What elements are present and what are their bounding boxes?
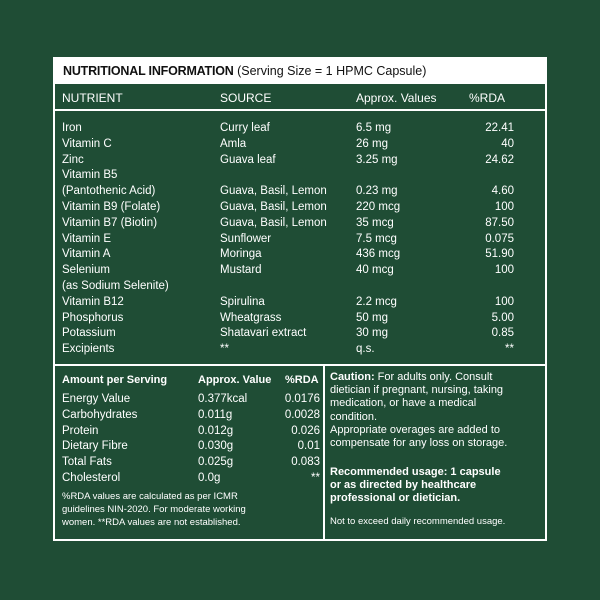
nutrient-value: 40 mcg (356, 264, 394, 277)
caution-line-6: compensate for any loss on storage. (330, 437, 508, 450)
nutrient-source: Guava leaf (220, 153, 276, 166)
nutrient-rda: 5.00 (491, 311, 514, 324)
nutrient-value: 6.5 mg (356, 122, 392, 134)
serving-header-approx: Approx. Value (198, 374, 272, 386)
serving-rda: 0.083 (291, 456, 320, 469)
nutrient-rda: 87.50 (485, 216, 514, 229)
serving-header-amount: Amount per Serving (62, 374, 168, 386)
caution-line-4: condition. (330, 410, 378, 423)
nutrient-source: Shatavari extract (220, 327, 307, 340)
nutrient-rda: 100 (494, 295, 514, 308)
nutrient-source: Spirulina (220, 295, 265, 308)
nutrient-name: Zinc (62, 153, 84, 166)
nutrient-name: Vitamin B9 (Folate) (62, 201, 161, 213)
header-divider (55, 109, 545, 111)
serving-value: 0.025g (198, 456, 234, 469)
nutrient-source: Amla (220, 137, 247, 150)
nutrient-rda: 0.075 (485, 232, 514, 245)
rda-note-line-3: women. **RDA values are not established. (62, 517, 241, 528)
serving-value: 0.030g (198, 440, 234, 453)
header-source: SOURCE (220, 91, 272, 105)
nutrient-value: 436 mcg (356, 248, 401, 261)
nutrient-name: Iron (62, 122, 82, 134)
caution-line-5: Appropriate overages are added to (330, 423, 501, 436)
nutrient-source: Moringa (220, 248, 262, 261)
usage-line-2: or as directed by healthcare (330, 479, 477, 492)
nutrient-value: 50 mg (356, 311, 388, 324)
nutrient-rda: 24.62 (485, 153, 514, 166)
nutrient-name: Vitamin B5 (62, 169, 118, 182)
nutrient-name: Potassium (62, 327, 116, 340)
nutrition-panel (53, 57, 547, 541)
nutrient-rda: ** (505, 343, 514, 356)
nutrient-value: q.s. (356, 343, 375, 356)
nutrient-source: Guava, Basil, Lemon (220, 185, 327, 198)
nutrient-name: Vitamin C (62, 137, 112, 150)
serving-value: 0.377kcal (198, 393, 248, 405)
caution-text (330, 371, 542, 450)
nutrient-name: Selenium (62, 264, 110, 277)
serving-value: 0.0g (198, 472, 221, 484)
nutrient-name: Vitamin E (62, 232, 112, 245)
nutrient-source: Guava, Basil, Lemon (220, 201, 327, 213)
nutrient-name: (Pantothenic Acid) (62, 185, 156, 198)
serving-name: Cholesterol (62, 472, 121, 484)
caution-line-3: medication, or have a medical (330, 397, 477, 410)
nutrient-source: ** (220, 343, 229, 356)
nutrient-value: 3.25 mg (356, 153, 398, 166)
nutrient-name: Vitamin B7 (Biotin) (62, 216, 158, 229)
nutrient-source: Sunflower (220, 232, 272, 245)
caution-label: Caution: (330, 371, 375, 383)
serving-name: Carbohydrates (62, 408, 138, 421)
usage-line-3: professional or dietician. (330, 492, 461, 505)
serving-rda: 0.0176 (284, 393, 320, 405)
serving-rda: ** (311, 472, 320, 484)
nutrient-value: 7.5 mcg (356, 232, 397, 245)
nutrient-source: Guava, Basil, Lemon (220, 216, 327, 229)
header-approx-values: Approx. Values (356, 91, 437, 105)
nutrient-value: 30 mg (356, 327, 388, 340)
nutrient-rda: 0.85 (491, 327, 514, 340)
rda-note-line-1: %RDA values are calculated as per ICMR (62, 491, 238, 502)
nutrient-rda: 4.60 (491, 185, 514, 198)
nutrient-rda: 51.90 (485, 248, 514, 261)
nutrient-value: 0.23 mg (356, 185, 398, 198)
serving-header-rda: %RDA (285, 374, 319, 386)
serving-rda: 0.01 (297, 440, 320, 453)
nutrient-name: (as Sodium Selenite) (62, 280, 169, 292)
usage-footnote: Not to exceed daily recommended usage. (330, 516, 506, 527)
header-nutrient: NUTRIENT (62, 91, 123, 105)
nutrient-name: Excipients (62, 343, 115, 356)
nutrient-value: 2.2 mcg (356, 295, 397, 308)
rda-note-line-2: guidelines NIN-2020. For moderate working (62, 504, 246, 515)
header-rda: %RDA (469, 91, 506, 105)
panel-title-strong: NUTRITIONAL INFORMATION (63, 64, 234, 78)
serving-name: Total Fats (62, 456, 112, 469)
nutrient-source: Mustard (220, 264, 262, 277)
serving-name: Dietary Fibre (62, 440, 128, 453)
nutrient-name: Phosphorus (62, 311, 124, 324)
serving-value: 0.011g (198, 408, 233, 421)
usage-line-1: Recommended usage: 1 capsule (330, 466, 501, 478)
caution-line-1: For adults only. Consult (374, 371, 493, 383)
serving-rda: 0.026 (291, 424, 320, 437)
nutrient-source: Curry leaf (220, 122, 270, 134)
nutrient-source: Wheatgrass (220, 311, 282, 324)
serving-name: Protein (62, 424, 99, 437)
nutrient-value: 35 mcg (356, 216, 394, 229)
nutrient-name: Vitamin B12 (62, 295, 124, 308)
nutrient-rda: 100 (494, 201, 514, 213)
caution-line-2: dietician if pregnant, nursing, taking (330, 384, 504, 397)
nutrient-rda: 40 (501, 137, 514, 150)
nutrient-rda: 22.41 (485, 122, 514, 134)
panel-title (55, 59, 545, 84)
column-divider (323, 366, 325, 541)
section-divider (55, 364, 545, 366)
serving-value: 0.012g (198, 424, 234, 437)
nutrient-value: 220 mcg (356, 201, 401, 213)
serving-name: Energy Value (62, 393, 131, 405)
serving-rda: 0.0028 (284, 408, 320, 421)
nutrient-value: 26 mg (356, 137, 388, 150)
recommended-usage (330, 466, 542, 506)
nutrient-name: Vitamin A (62, 248, 111, 261)
panel-title-rest: (Serving Size = 1 HPMC Capsule) (233, 64, 427, 78)
nutrient-rda: 100 (494, 264, 514, 277)
